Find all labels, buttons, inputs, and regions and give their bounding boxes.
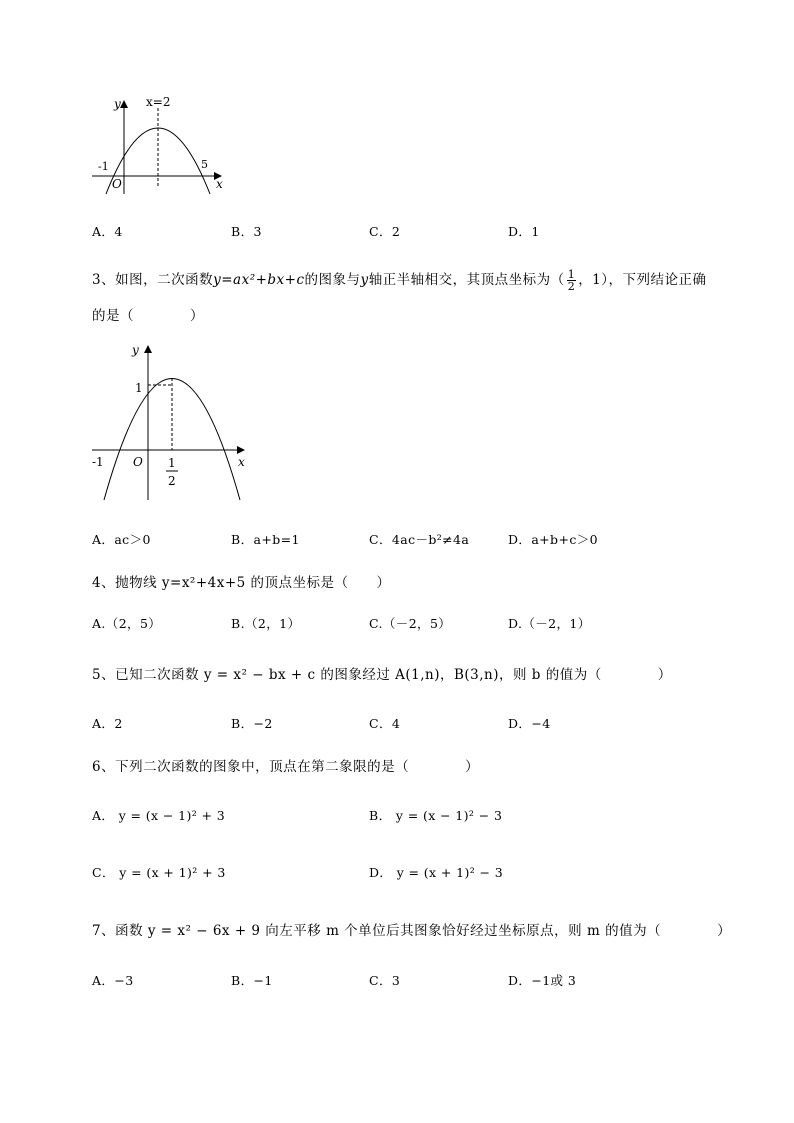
q2-option-a[interactable]: A．4	[92, 224, 123, 239]
q5-option-a[interactable]: A．2	[92, 716, 123, 731]
origin-label: O	[112, 177, 122, 191]
q3-option-a[interactable]: A．ac＞0	[92, 532, 151, 547]
q2-option-b[interactable]: B．3	[231, 224, 262, 239]
q6-option-b[interactable]: B． y = (x − 1)² − 3	[369, 808, 503, 823]
q2-option-c[interactable]: C．2	[369, 224, 401, 239]
q3-option-c[interactable]: C．4ac－b²≠4a	[369, 532, 470, 547]
q3-text-d: ，1），下列结论正确	[578, 272, 707, 288]
q5-option-d[interactable]: D．−4	[508, 716, 551, 731]
vertex-x-num: 1	[168, 456, 176, 470]
q7-option-c[interactable]: C．3	[369, 973, 401, 988]
q3-stem	[92, 268, 707, 292]
q4-option-d[interactable]: D.（－2，1）	[508, 616, 591, 631]
figure-parabola-vertex	[88, 340, 253, 505]
y-axis-arrow	[144, 345, 152, 353]
q3-option-b[interactable]: B．a+b=1	[231, 532, 300, 547]
left-root-label: -1	[92, 455, 104, 469]
q6-stem: 6、下列二次函数的图象中，顶点在第二象限的是（ ）	[92, 759, 480, 775]
q3-text-a: 3、如图，二次函数	[92, 272, 214, 288]
q5-option-b[interactable]: B．−2	[231, 716, 273, 731]
x-axis-label: x	[238, 455, 245, 469]
q7-option-a[interactable]: A．−3	[92, 973, 134, 988]
q6-option-c[interactable]: C． y = (x + 1)² + 3	[92, 865, 226, 880]
figure-parabola-axis-x2	[88, 92, 238, 197]
origin-label: O	[133, 455, 143, 469]
q4-option-c[interactable]: C.（－2，5）	[369, 616, 452, 631]
q6-option-a[interactable]: A． y = (x − 1)² + 3	[92, 808, 226, 823]
q3-text-c: 轴正半轴相交，其顶点坐标为（	[368, 272, 565, 288]
q2-option-d[interactable]: D．1	[508, 224, 540, 239]
vertex-y-label: 1	[135, 381, 143, 395]
q3-stem-line2: 的是（ ）	[92, 308, 204, 324]
left-root-label: -1	[98, 160, 109, 173]
y-axis-label: y	[114, 97, 121, 111]
y-axis-label: y	[132, 343, 139, 357]
y-axis-arrow	[120, 100, 128, 108]
q3-fraction	[567, 269, 577, 292]
q4-stem: 4、抛物线 y=x²+4x+5 的顶点坐标是（ ）	[92, 575, 391, 591]
q3-fraction-den: 2	[567, 280, 576, 293]
q7-option-d[interactable]: D．−1或 3	[508, 973, 577, 988]
q3-option-d[interactable]: D．a+b+c＞0	[508, 532, 598, 547]
x-axis-arrow	[237, 446, 245, 454]
x-axis-label: x	[216, 177, 223, 191]
q3-equation: y=ax²+bx+c	[213, 272, 305, 288]
q3-axis-var: y	[360, 272, 369, 288]
q5-stem: 5、已知二次函数 y = x² − bx + c 的图象经过 A(1,n)，B(3,n)，则 b 的值为（ ）	[92, 667, 672, 683]
q4-option-a[interactable]: A.（2，5）	[92, 616, 162, 631]
q7-option-b[interactable]: B．−1	[231, 973, 273, 988]
q4-option-b[interactable]: B.（2，1）	[231, 616, 301, 631]
right-root-label: 5	[201, 158, 208, 171]
vertex-x-den: 2	[168, 474, 176, 488]
axis-label: x=2	[146, 95, 171, 109]
q3-text-b: 的图象与	[304, 272, 361, 288]
q3-fraction-num: 1	[567, 268, 576, 281]
q5-option-c[interactable]: C．4	[369, 716, 401, 731]
q7-stem: 7、函数 y = x² − 6x + 9 向左平移 m 个单位后其图象恰好经过坐标原点，则 m 的值为（ ）	[92, 923, 732, 939]
q6-option-d[interactable]: D． y = (x + 1)² − 3	[369, 865, 504, 880]
